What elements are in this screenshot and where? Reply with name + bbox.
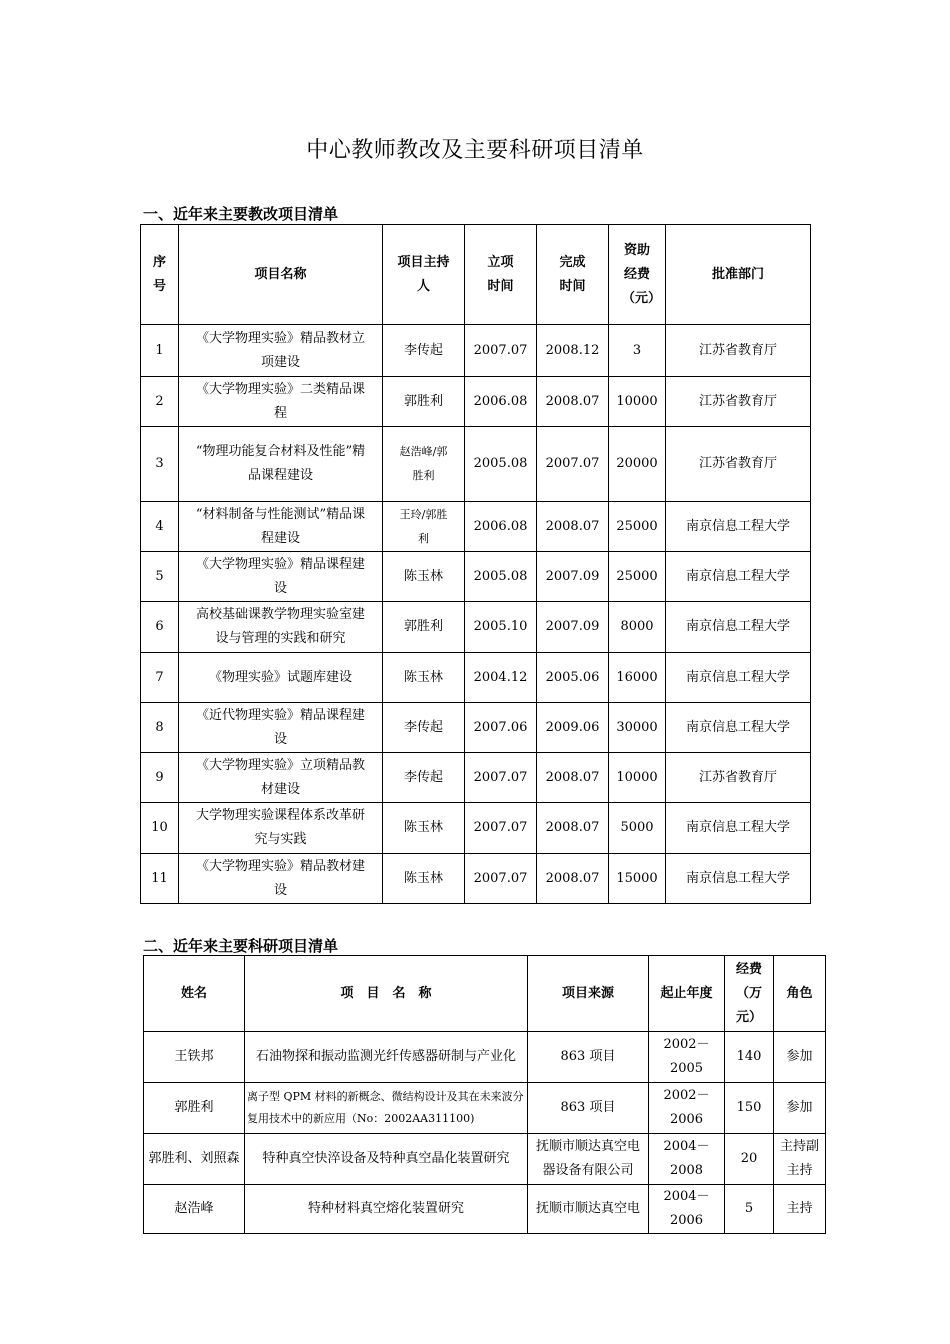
cell-funds: 20000	[609, 427, 666, 502]
cell-dept: 南京信息工程大学	[666, 854, 811, 904]
section1-heading: 一、近年来主要教改项目清单	[143, 205, 339, 223]
cell-start: 2004.12	[465, 653, 537, 703]
cell-start: 2007.07	[465, 854, 537, 904]
cell-name: “材料制备与性能测试”精品课程建设	[179, 502, 383, 552]
cell-dept: 江苏省教育厅	[666, 325, 811, 377]
table-row	[141, 502, 811, 552]
cell-name: 离子型 QPM 材料的新概念、微结构设计及其在未来波分复用技术中的新应用（No：2002AA311100)	[245, 1083, 528, 1134]
cell-end: 2007.09	[537, 552, 609, 602]
table-row	[144, 1032, 826, 1083]
cell-name: 《大学物理实验》立项精品教材建设	[179, 753, 383, 803]
cell-name: 《大学物理实验》精品课程建设	[179, 552, 383, 602]
header-end: 完成时间	[537, 225, 609, 325]
cell-years: 2004－2008	[649, 1134, 725, 1185]
cell-person: 王铁邦	[144, 1032, 245, 1083]
cell-name: 《物理实验》试题库建设	[179, 653, 383, 703]
cell-end: 2007.07	[537, 427, 609, 502]
cell-dept: 南京信息工程大学	[666, 703, 811, 753]
table-row	[141, 653, 811, 703]
teaching-projects-table	[140, 224, 811, 904]
cell-funds: 10000	[609, 753, 666, 803]
table-row	[141, 854, 811, 904]
table-row	[141, 377, 811, 427]
cell-name: 《大学物理实验》精品教材建设	[179, 854, 383, 904]
cell-start: 2007.07	[465, 803, 537, 854]
cell-no: 5	[141, 552, 179, 602]
cell-host: 李传起	[383, 325, 465, 377]
cell-end: 2008.07	[537, 854, 609, 904]
cell-years: 2004－2006	[649, 1185, 725, 1234]
table-row	[141, 325, 811, 377]
page-title: 中心教师教改及主要科研项目清单	[306, 138, 644, 163]
cell-role: 主持副主持	[774, 1134, 826, 1185]
cell-host: 陈玉林	[383, 653, 465, 703]
cell-end: 2008.07	[537, 803, 609, 854]
cell-name: 石油物探和振动监测光纤传感器研制与产业化	[245, 1032, 528, 1083]
cell-end: 2008.07	[537, 753, 609, 803]
cell-funds: 16000	[609, 653, 666, 703]
cell-role: 主持	[774, 1185, 826, 1234]
cell-name: 高校基础课教学物理实验室建设与管理的实践和研究	[179, 602, 383, 653]
cell-no: 6	[141, 602, 179, 653]
header-dept: 批准部门	[666, 225, 811, 325]
cell-host: 陈玉林	[383, 854, 465, 904]
cell-no: 11	[141, 854, 179, 904]
table-row	[141, 753, 811, 803]
cell-dept: 江苏省教育厅	[666, 377, 811, 427]
cell-name: 《近代物理实验》精品课程建设	[179, 703, 383, 753]
cell-dept: 南京信息工程大学	[666, 602, 811, 653]
cell-no: 2	[141, 377, 179, 427]
header-no: 序号	[141, 225, 179, 325]
cell-start: 2005.08	[465, 427, 537, 502]
cell-source: 抚顺市顺达真空电器设备有限公司	[528, 1134, 649, 1185]
cell-funds: 3	[609, 325, 666, 377]
research-projects-table	[143, 955, 826, 1234]
table-header-row	[141, 225, 811, 325]
header-funds: 经费（万元）	[725, 956, 774, 1032]
cell-person: 郭胜利、刘照森	[144, 1134, 245, 1185]
cell-person: 郭胜利	[144, 1083, 245, 1134]
cell-funds: 8000	[609, 602, 666, 653]
header-name: 项目名称	[179, 225, 383, 325]
table-row	[141, 602, 811, 653]
cell-host: 王玲/郭胜利	[383, 502, 465, 552]
cell-name: 大学物理实验课程体系改革研究与实践	[179, 803, 383, 854]
cell-years: 2002－2006	[649, 1083, 725, 1134]
table-row	[141, 703, 811, 753]
cell-end: 2008.07	[537, 502, 609, 552]
cell-person: 赵浩峰	[144, 1185, 245, 1234]
table-row	[141, 427, 811, 502]
cell-end: 2007.09	[537, 602, 609, 653]
cell-start: 2007.06	[465, 703, 537, 753]
table-header-row	[144, 956, 826, 1032]
cell-start: 2005.10	[465, 602, 537, 653]
cell-funds: 140	[725, 1032, 774, 1083]
cell-start: 2006.08	[465, 502, 537, 552]
cell-name: 特种真空快淬设备及特种真空晶化装置研究	[245, 1134, 528, 1185]
cell-no: 7	[141, 653, 179, 703]
cell-funds: 25000	[609, 502, 666, 552]
cell-host: 赵浩峰/郭胜利	[383, 427, 465, 502]
cell-funds: 150	[725, 1083, 774, 1134]
cell-dept: 江苏省教育厅	[666, 427, 811, 502]
cell-funds: 20	[725, 1134, 774, 1185]
cell-host: 陈玉林	[383, 552, 465, 602]
cell-dept: 南京信息工程大学	[666, 803, 811, 854]
cell-dept: 南京信息工程大学	[666, 552, 811, 602]
cell-dept: 南京信息工程大学	[666, 502, 811, 552]
cell-role: 参加	[774, 1083, 826, 1134]
cell-source: 863 项目	[528, 1083, 649, 1134]
cell-end: 2009.06	[537, 703, 609, 753]
header-person: 姓名	[144, 956, 245, 1032]
cell-name: 《大学物理实验》二类精品课程	[179, 377, 383, 427]
cell-funds: 15000	[609, 854, 666, 904]
table-row	[144, 1134, 826, 1185]
table-row	[144, 1185, 826, 1234]
cell-no: 3	[141, 427, 179, 502]
cell-funds: 30000	[609, 703, 666, 753]
cell-no: 4	[141, 502, 179, 552]
cell-host: 郭胜利	[383, 377, 465, 427]
cell-host: 郭胜利	[383, 602, 465, 653]
header-role: 角色	[774, 956, 826, 1032]
cell-start: 2007.07	[465, 325, 537, 377]
cell-start: 2007.07	[465, 753, 537, 803]
header-host: 项目主持人	[383, 225, 465, 325]
cell-role: 参加	[774, 1032, 826, 1083]
header-years: 起止年度	[649, 956, 725, 1032]
section2-heading: 二、近年来主要科研项目清单	[143, 937, 339, 955]
cell-funds: 5000	[609, 803, 666, 854]
cell-start: 2006.08	[465, 377, 537, 427]
cell-end: 2008.12	[537, 325, 609, 377]
cell-end: 2008.07	[537, 377, 609, 427]
cell-name: 《大学物理实验》精品教材立项建设	[179, 325, 383, 377]
table-row	[141, 552, 811, 602]
cell-no: 9	[141, 753, 179, 803]
cell-name: 特种材料真空熔化装置研究	[245, 1185, 528, 1234]
header-source: 项目来源	[528, 956, 649, 1032]
cell-name: “物理功能复合材料及性能”精品课程建设	[179, 427, 383, 502]
cell-host: 陈玉林	[383, 803, 465, 854]
header-project-name: 项 目 名 称	[245, 956, 528, 1032]
cell-dept: 南京信息工程大学	[666, 653, 811, 703]
table-row	[144, 1083, 826, 1134]
cell-no: 8	[141, 703, 179, 753]
table-row	[141, 803, 811, 854]
cell-funds: 10000	[609, 377, 666, 427]
cell-source: 863 项目	[528, 1032, 649, 1083]
header-funds: 资助经费（元）	[609, 225, 666, 325]
cell-years: 2002－2005	[649, 1032, 725, 1083]
cell-no: 1	[141, 325, 179, 377]
header-start: 立项时间	[465, 225, 537, 325]
cell-funds: 5	[725, 1185, 774, 1234]
cell-end: 2005.06	[537, 653, 609, 703]
cell-host: 李传起	[383, 703, 465, 753]
cell-no: 10	[141, 803, 179, 854]
cell-source: 抚顺市顺达真空电	[528, 1185, 649, 1234]
cell-start: 2005.08	[465, 552, 537, 602]
cell-funds: 25000	[609, 552, 666, 602]
cell-dept: 江苏省教育厅	[666, 753, 811, 803]
cell-host: 李传起	[383, 753, 465, 803]
